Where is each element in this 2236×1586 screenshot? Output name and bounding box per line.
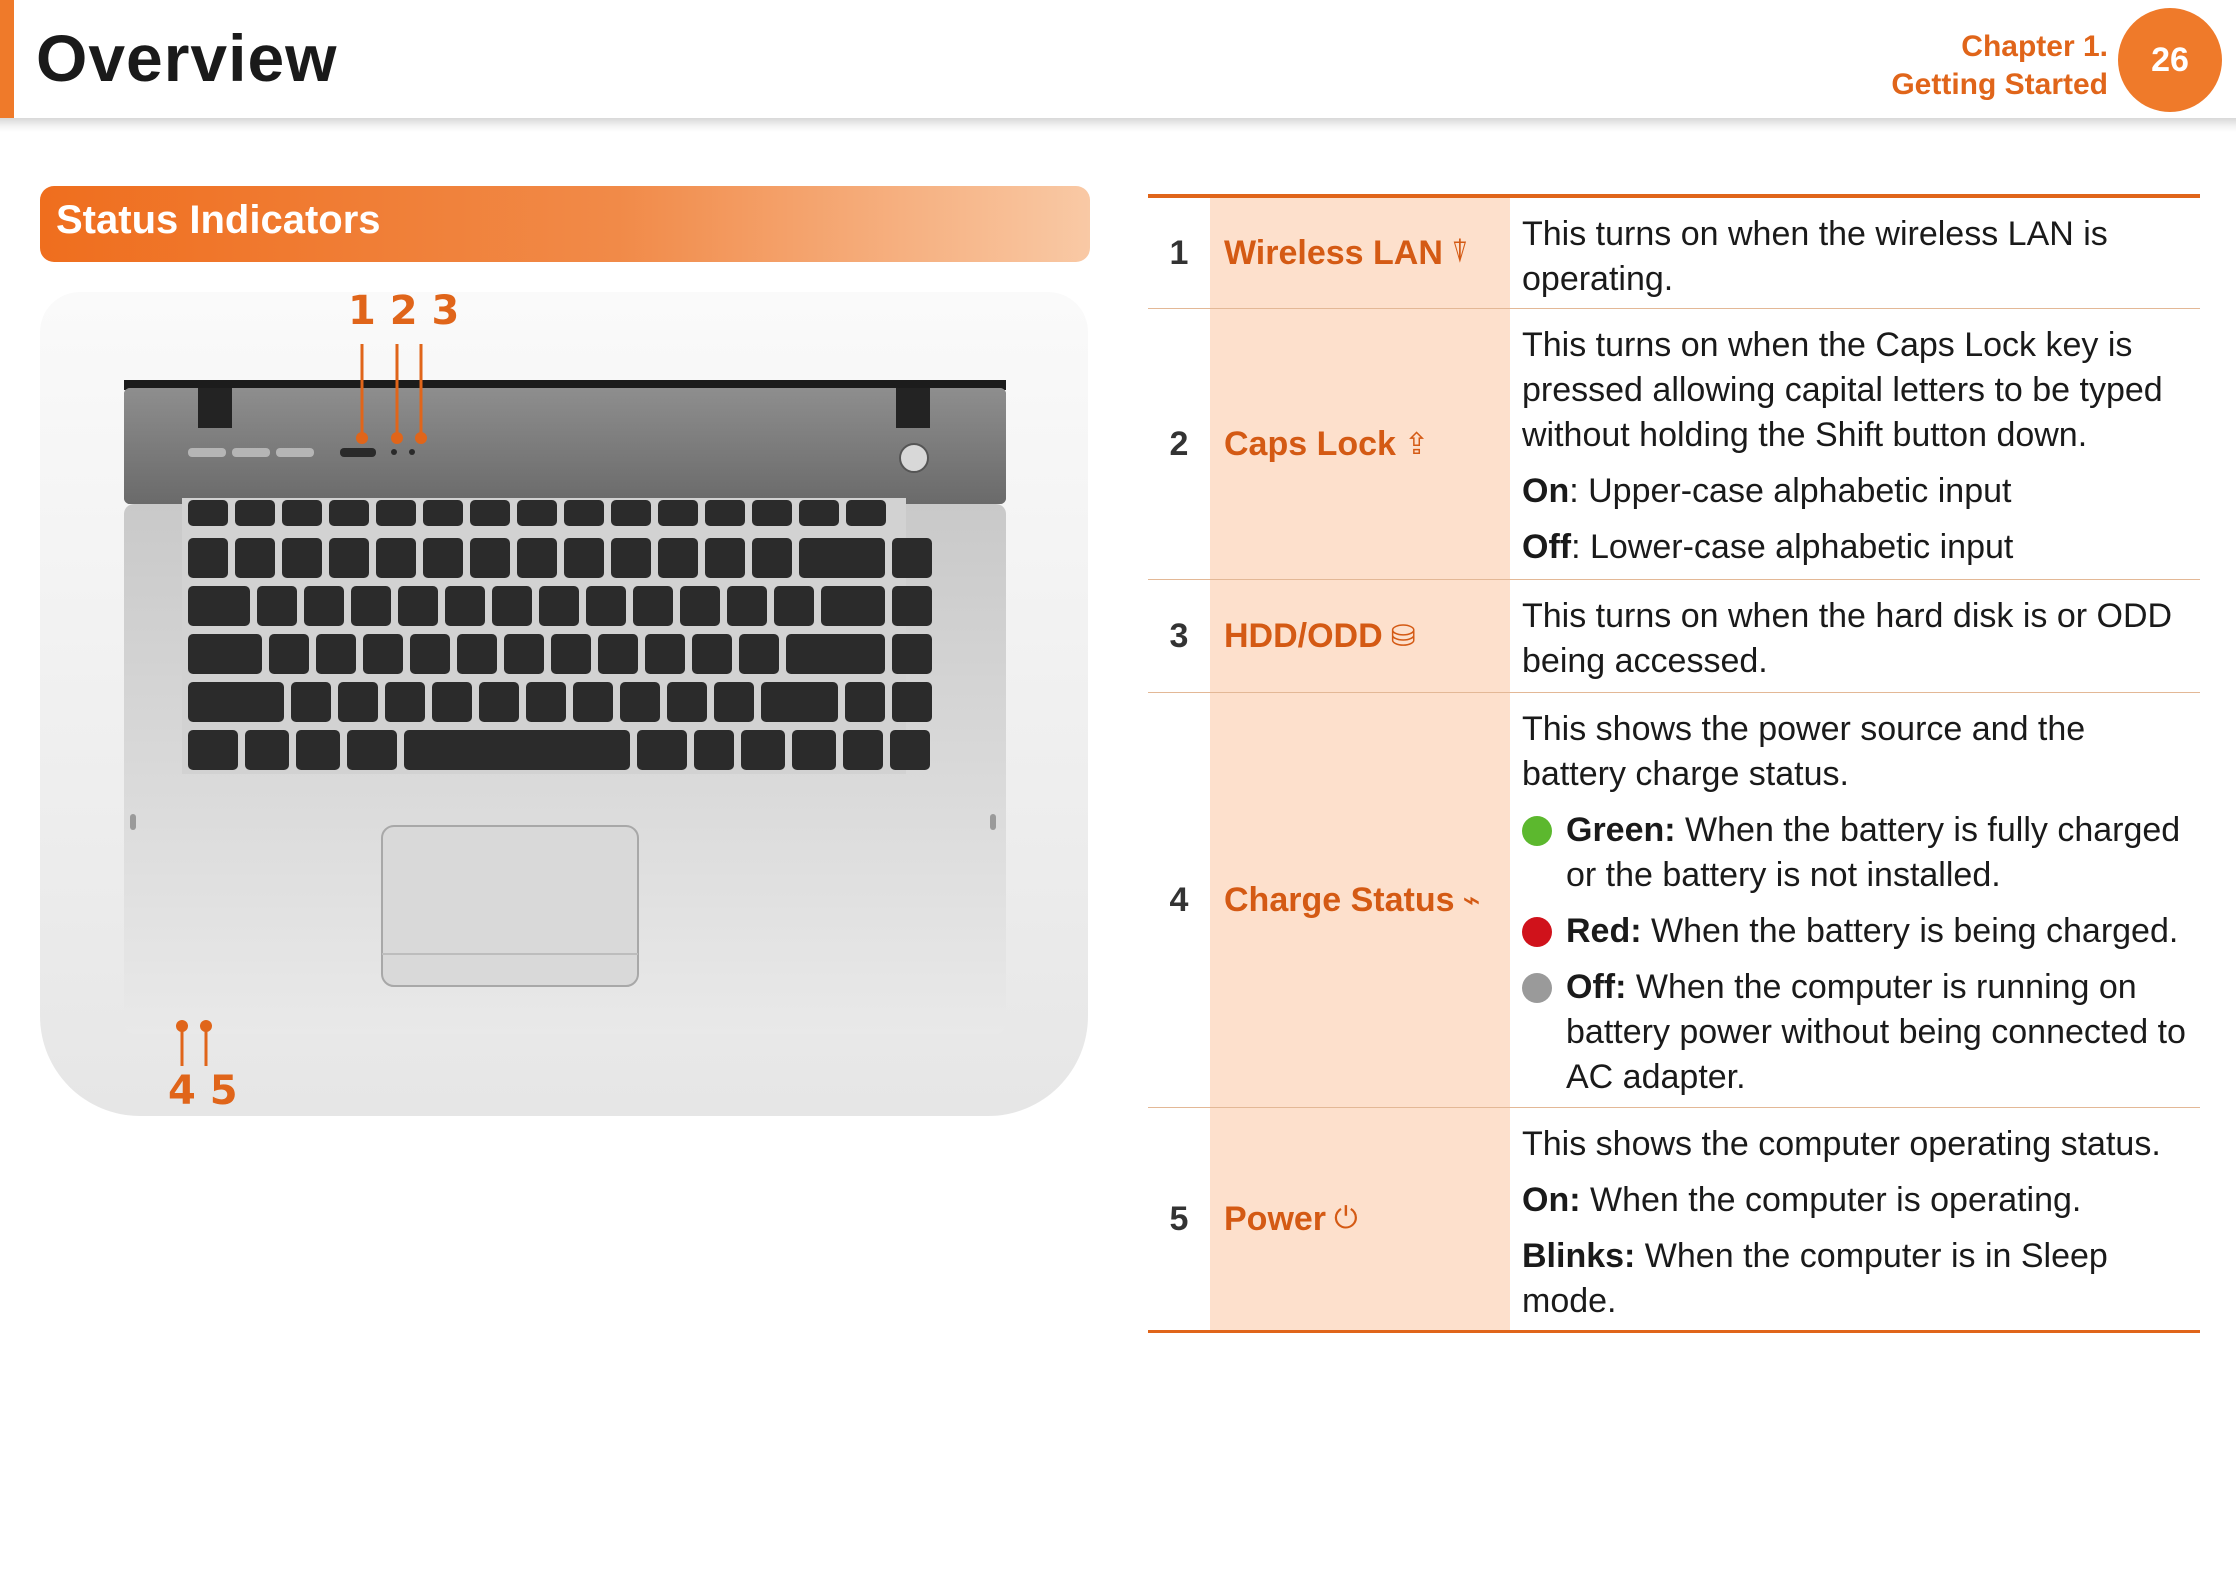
row-number: 5 <box>1169 1199 1189 1238</box>
keyboard-key <box>611 500 651 526</box>
keyboard-key <box>539 586 579 626</box>
state-line <box>1566 965 2190 1100</box>
keyboard-key <box>423 500 463 526</box>
state-text: When the computer is operating. <box>1580 1181 2082 1219</box>
keyboard-key <box>269 634 309 674</box>
chapter-label <box>1891 28 2108 104</box>
state-line <box>1566 909 2178 954</box>
state-text: When the computer is running on battery power without being connected to AC adapter. <box>1566 968 2186 1096</box>
keyboard-key <box>586 586 626 626</box>
keyboard-key <box>385 682 425 722</box>
row-number: 3 <box>1169 616 1189 655</box>
state-text: When the computer is in Sleep mode. <box>1522 1237 2108 1320</box>
row-number: 2 <box>1169 424 1189 463</box>
keyboard-key <box>573 682 613 722</box>
keyboard-key <box>188 538 228 578</box>
keyboard-key <box>338 682 378 722</box>
caps-lock-icon: ⇪ <box>1403 427 1430 461</box>
keyboard-key <box>645 634 685 674</box>
table-row <box>1148 198 2200 309</box>
keyboard-key <box>846 500 886 526</box>
callout-label-4-5: 4 5 <box>168 1068 238 1114</box>
keyboard-key <box>714 682 754 722</box>
description-text: This turns on when the Caps Lock key is pressed allowing capital letters to be typed without holding the Shift button down. <box>1522 326 2163 454</box>
state-text: When the battery is being charged. <box>1641 912 2179 950</box>
table-row <box>1148 309 2200 580</box>
keyboard-key <box>598 634 638 674</box>
indicator-name <box>1210 580 1510 692</box>
keyboard-key <box>257 586 297 626</box>
description-text: This turns on when the hard disk is or ODD being accessed. <box>1522 597 2173 680</box>
green-dot-icon <box>1522 816 1552 846</box>
keyboard-key <box>504 634 544 674</box>
keyboard-key <box>611 538 651 578</box>
indicator-description <box>1510 693 2200 1107</box>
indicator-description <box>1510 580 2200 692</box>
keyboard-key <box>551 634 591 674</box>
keyboard-key <box>633 586 673 626</box>
indicator-label: Caps Lock <box>1224 424 1396 463</box>
keyboard-key <box>398 586 438 626</box>
keyboard-key <box>526 682 566 722</box>
header-accent-bar <box>0 0 14 124</box>
page-number-badge: 26 <box>2118 8 2222 112</box>
indicator-label: Wireless LAN <box>1224 233 1443 272</box>
state-label: Blinks: <box>1522 1237 1636 1275</box>
state-label: Off <box>1522 528 1572 566</box>
keyboard-key <box>774 586 814 626</box>
keyboard-key <box>457 634 497 674</box>
keyboard-key <box>470 500 510 526</box>
keyboard-key <box>892 682 932 722</box>
indicator-name <box>1210 309 1510 579</box>
keyboard-key <box>658 538 698 578</box>
keyboard-key <box>620 682 660 722</box>
keyboard-key <box>376 538 416 578</box>
keyboard-key <box>282 538 322 578</box>
state-label: Red: <box>1566 912 1642 950</box>
state-blinks <box>1522 1234 2190 1324</box>
indicator-description <box>1510 309 2200 579</box>
indicator-table <box>1148 194 2200 1333</box>
callout-label-1-2-3: 1 2 3 <box>348 292 460 334</box>
state-label: Green: <box>1566 811 1676 849</box>
state-text: : Upper-case alphabetic input <box>1569 472 2012 510</box>
keyboard-key <box>404 730 630 770</box>
table-row <box>1148 580 2200 693</box>
keyboard-key <box>667 682 707 722</box>
keyboard-key <box>637 730 687 770</box>
keyboard-key <box>694 730 734 770</box>
chapter-title: Getting Started <box>1891 68 2108 101</box>
table-row <box>1148 1108 2200 1330</box>
keyboard-key <box>727 586 767 626</box>
keyboard-key <box>752 538 792 578</box>
keyboard-key <box>245 730 289 770</box>
indicator-name <box>1210 198 1510 308</box>
keyboard-key <box>564 500 604 526</box>
keyboard-key <box>492 586 532 626</box>
keyboard-key <box>799 538 885 578</box>
state-label: On: <box>1522 1181 1581 1219</box>
state-text: : Lower-case alphabetic input <box>1571 528 2014 566</box>
row-number: 4 <box>1169 880 1189 919</box>
keyboard-key <box>351 586 391 626</box>
keyboard-key <box>517 538 557 578</box>
indicator-label: HDD/ODD <box>1224 616 1383 655</box>
keyboard-key <box>843 730 883 770</box>
keyboard-key <box>892 538 932 578</box>
keyboard-key <box>705 538 745 578</box>
disk-icon: ⛁ <box>1390 619 1416 653</box>
section-title: Status Indicators <box>56 198 381 242</box>
keyboard-key <box>235 538 275 578</box>
state-off <box>1522 525 2190 570</box>
keyboard-key <box>517 500 557 526</box>
keyboard-key <box>741 730 785 770</box>
description-text: This shows the power source and the battery charge status. <box>1522 710 2086 793</box>
keyboard-key <box>304 586 344 626</box>
keyboard-key <box>658 500 698 526</box>
keyboard-key <box>792 730 836 770</box>
state-line <box>1566 808 2190 898</box>
keyboard-key <box>445 586 485 626</box>
keyboard-key <box>705 500 745 526</box>
indicator-description <box>1510 198 2200 308</box>
table-row <box>1148 693 2200 1108</box>
description-text: This turns on when the wireless LAN is operating. <box>1522 215 2108 298</box>
indicator-label: Charge Status <box>1224 880 1455 919</box>
antenna-icon: ⍒ <box>1450 236 1469 269</box>
keyboard-key <box>761 682 838 722</box>
section-header <box>40 186 1090 262</box>
state-on <box>1522 1178 2190 1223</box>
keyboard-key <box>739 634 779 674</box>
keyboard-key <box>564 538 604 578</box>
keyboard-key <box>821 586 885 626</box>
keyboard-key <box>329 538 369 578</box>
state-label: On <box>1522 472 1570 510</box>
keyboard-key <box>892 634 932 674</box>
keyboard-key <box>423 538 463 578</box>
keyboard-key <box>329 500 369 526</box>
laptop-keyboard-image <box>40 292 1088 1116</box>
keyboard-key <box>432 682 472 722</box>
state-label: Off: <box>1566 968 1627 1006</box>
state-off <box>1522 965 2190 1100</box>
header-divider <box>0 118 2236 132</box>
page-title: Overview <box>36 21 338 95</box>
keyboard-key <box>892 586 932 626</box>
keyboard-key <box>470 538 510 578</box>
keyboard-key <box>188 586 250 626</box>
state-green <box>1522 808 2190 898</box>
row-number: 1 <box>1169 233 1189 272</box>
chapter-number: Chapter 1. <box>1961 30 2108 63</box>
keyboard-key <box>890 730 930 770</box>
laptop-illustration-panel <box>40 292 1088 1116</box>
keyboard-key <box>282 500 322 526</box>
indicator-label: Power <box>1224 1199 1327 1238</box>
state-red <box>1522 909 2190 954</box>
keyboard-key <box>188 730 238 770</box>
battery-plug-icon: ⌁ <box>1462 883 1481 917</box>
keyboard-key <box>845 682 885 722</box>
keyboard-key <box>363 634 403 674</box>
keyboard-key <box>188 634 262 674</box>
keyboard-key <box>410 634 450 674</box>
indicator-name <box>1210 1108 1510 1330</box>
power-icon: ⏻ <box>1334 1202 1358 1235</box>
keyboard-key <box>799 500 839 526</box>
state-on <box>1522 469 2190 514</box>
keyboard-key <box>680 586 720 626</box>
keyboard-key <box>479 682 519 722</box>
gray-dot-icon <box>1522 973 1552 1003</box>
keyboard-key <box>752 500 792 526</box>
keyboard-key <box>296 730 340 770</box>
keyboard-key <box>291 682 331 722</box>
keyboard-key <box>188 500 228 526</box>
description-text: This shows the computer operating status. <box>1522 1125 2161 1163</box>
indicator-name <box>1210 693 1510 1107</box>
keyboard-key <box>376 500 416 526</box>
keyboard-key <box>786 634 885 674</box>
keyboard-key <box>316 634 356 674</box>
keyboard-key <box>235 500 275 526</box>
indicator-description <box>1510 1108 2200 1330</box>
keyboard-key <box>188 682 284 722</box>
red-dot-icon <box>1522 917 1552 947</box>
keyboard-key <box>347 730 397 770</box>
keyboard-key <box>692 634 732 674</box>
state-text: When the battery is fully charged or the battery is not installed. <box>1566 811 2181 894</box>
